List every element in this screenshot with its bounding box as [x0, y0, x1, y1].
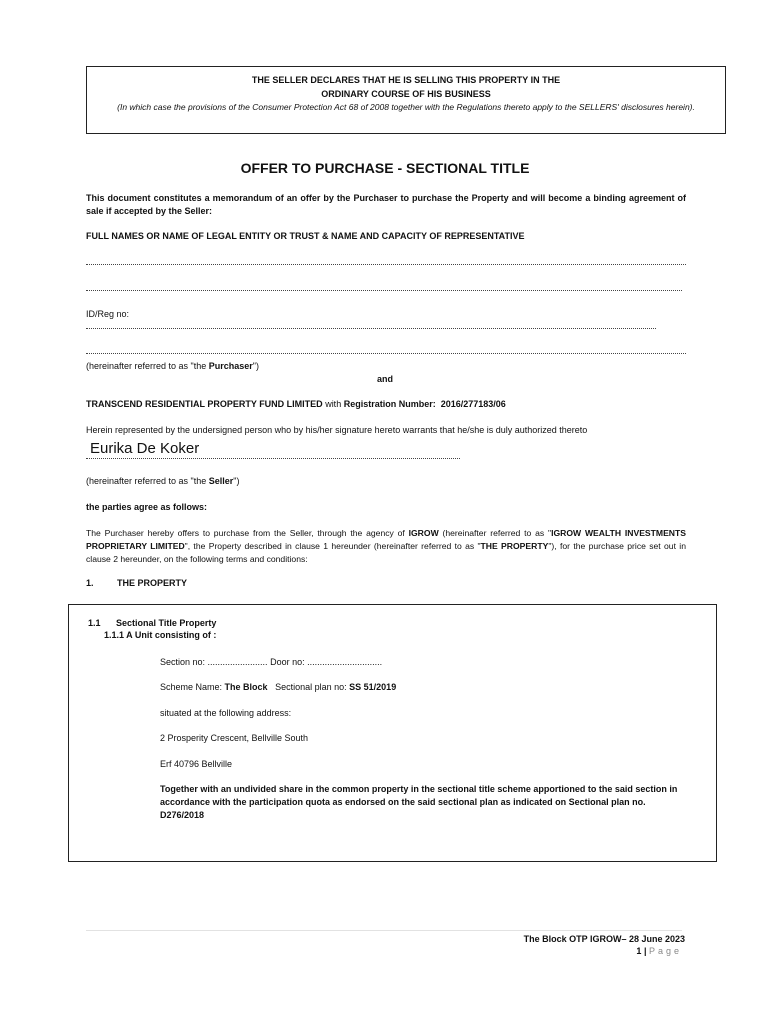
seller-declaration-box — [86, 66, 726, 134]
seller-reference: (hereinafter referred to as "the Seller") — [86, 476, 240, 486]
declaration-line-2: ORDINARY COURSE OF HIS BUSINESS — [321, 89, 491, 99]
declaration-note: (In which case the provisions of the Consumer Protection Act 68 of 2008 together with the Regulations thereto apply to the SELLERS' disclosures herein). — [117, 102, 695, 112]
property-address: 2 Prosperity Crescent, Bellville South — [160, 733, 309, 743]
full-names-heading: FULL NAMES OR NAME OF LEGAL ENTITY OR TRUST & NAME AND CAPACITY OF REPRESENTATIVE — [86, 231, 525, 241]
footer-document-reference: The Block OTP IGROW– 28 June 2023 — [523, 934, 685, 944]
seller-representative-line — [86, 458, 460, 459]
purchaser-name-line-2[interactable] — [86, 290, 682, 291]
address-label: situated at the following address: — [160, 708, 292, 718]
purchaser-representative-line[interactable] — [86, 353, 686, 354]
offer-paragraph: The Purchaser hereby offers to purchase from the Seller, through the agency of IGROW (hereinafter referred to as "IGROW WEALTH INVESTMENTS PROPRIETARY LIMITED", the Property described in clause 1 hereunder (hereinafter referred to as "THE PROPERTY"), for the purchase price set out in clause 2 hereunder, on the following terms and conditions: — [86, 528, 686, 564]
subsection-number: 1.1 — [88, 618, 101, 628]
section-1-heading: THE PROPERTY — [117, 578, 188, 588]
declaration-line-1: THE SELLER DECLARES THAT HE IS SELLING THIS PROPERTY IN THE — [251, 75, 561, 85]
id-reg-line[interactable] — [86, 328, 656, 329]
section-1-number: 1. — [86, 578, 94, 588]
seller-representative-name[interactable]: Eurika De Koker — [90, 440, 200, 457]
and-connector: and — [376, 374, 393, 384]
footer-divider — [86, 930, 682, 931]
erf-number: Erf 40796 Bellville — [160, 759, 233, 769]
id-reg-label: ID/Reg no: — [86, 309, 130, 319]
parties-agree: the parties agree as follows: — [86, 502, 208, 512]
document-title: OFFER TO PURCHASE - SECTIONAL TITLE — [240, 160, 530, 176]
unit-line: 1.1.1 A Unit consisting of : — [104, 630, 217, 640]
purchaser-reference: (hereinafter referred to as "the Purchaser") — [86, 361, 259, 371]
section-door-line: Section no: ........................ Door no: .............................. — [160, 657, 383, 667]
scheme-line: Scheme Name: The Block Sectional plan no: SS 51/2019 — [160, 682, 397, 692]
representation-clause: Herein represented by the undersigned person who by his/her signature hereto warrants that he/she is duly authorized thereto — [86, 425, 588, 435]
footer-page-number: 1 | Page — [636, 946, 682, 956]
common-property-clause: Together with an undivided share in the common property in the sectional title scheme apportioned to the said section in accordance with the participation quota as endorsed on the said sectional plan as indicated on Sectional plan no. D276/2018 — [160, 784, 678, 820]
subsection-heading: Sectional Title Property — [116, 618, 217, 628]
purchaser-name-line-1[interactable] — [86, 264, 686, 265]
door-number-field[interactable]: .............................. — [307, 657, 383, 667]
seller-entity: TRANSCEND RESIDENTIAL PROPERTY FUND LIMITED with Registration Number: 2016/277183/06 — [86, 399, 506, 409]
section-number-field[interactable]: ........................ — [207, 657, 268, 667]
intro-paragraph: This document constitutes a memorandum of an offer by the Purchaser to purchase the Property and will become a binding agreement of sale if accepted by the Seller: — [86, 193, 686, 216]
